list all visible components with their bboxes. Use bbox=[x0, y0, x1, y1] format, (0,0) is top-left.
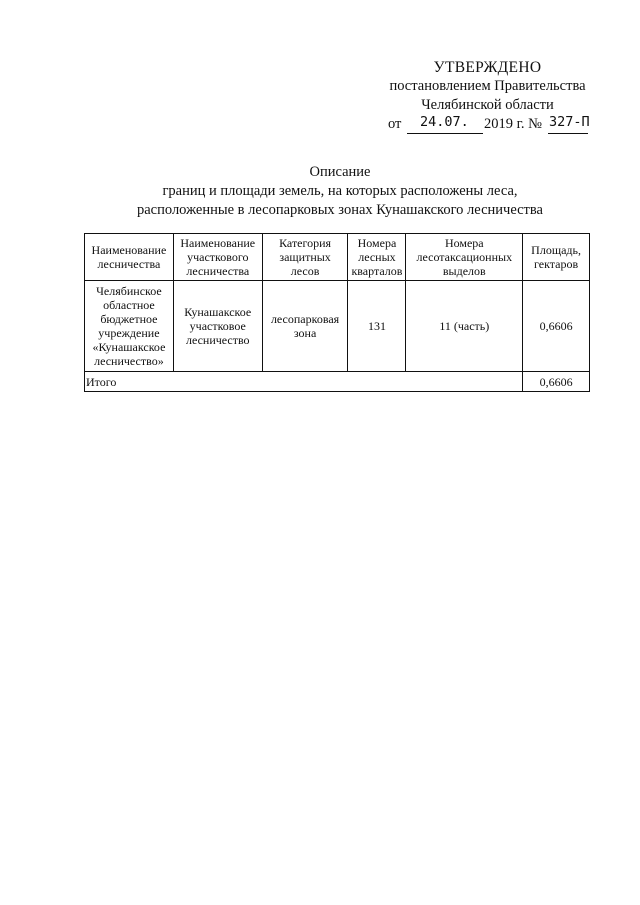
allotment-number-cell: 11 (часть) bbox=[406, 281, 523, 372]
column-header: Категория защитных лесов bbox=[262, 234, 348, 281]
decree-line bbox=[380, 115, 595, 135]
column-header: Наименование лесничества bbox=[85, 234, 174, 281]
district-forestry-cell: Кунашакское участковое лесничество bbox=[173, 281, 262, 372]
column-header: Площадь, гектаров bbox=[523, 234, 590, 281]
area-cell: 0,6606 bbox=[523, 281, 590, 372]
column-header: Номера лесотаксационных выделов bbox=[406, 234, 523, 281]
title-line-2: границ и площади земель, на которых расположены леса, bbox=[162, 183, 518, 199]
column-header: Номера лесных кварталов bbox=[348, 234, 406, 281]
title-line-3: расположенные в лесопарковых зонах Кунашакского лесничества bbox=[137, 202, 543, 218]
approval-line-2: Челябинской области bbox=[421, 97, 554, 113]
forestry-name-cell: Челябинское областное бюджетное учреждение «Кунашакское лесничество» bbox=[85, 281, 174, 372]
date-underline bbox=[407, 133, 483, 134]
forest-table bbox=[84, 233, 590, 392]
total-row bbox=[85, 372, 590, 392]
number-underline bbox=[548, 133, 588, 134]
protection-category-cell: лесопарковая зона bbox=[262, 281, 348, 372]
total-label: Итого bbox=[85, 372, 523, 392]
table-header-row bbox=[85, 234, 590, 281]
from-label: от bbox=[388, 116, 402, 132]
title-line-1: Описание bbox=[309, 164, 371, 180]
approval-line-1: постановлением Правительства bbox=[389, 78, 586, 94]
approval-block bbox=[380, 58, 595, 135]
decree-year: 2019 г. № bbox=[484, 116, 543, 132]
decree-date: 24.07. bbox=[420, 114, 469, 130]
table-row bbox=[85, 281, 590, 372]
quarter-number-cell: 131 bbox=[348, 281, 406, 372]
column-header: Наименование участкового лесничества bbox=[173, 234, 262, 281]
document-title bbox=[60, 163, 620, 220]
decree-number: 327-П bbox=[549, 114, 590, 130]
total-value: 0,6606 bbox=[523, 372, 590, 392]
approval-heading: УТВЕРЖДЕНО bbox=[433, 59, 542, 76]
